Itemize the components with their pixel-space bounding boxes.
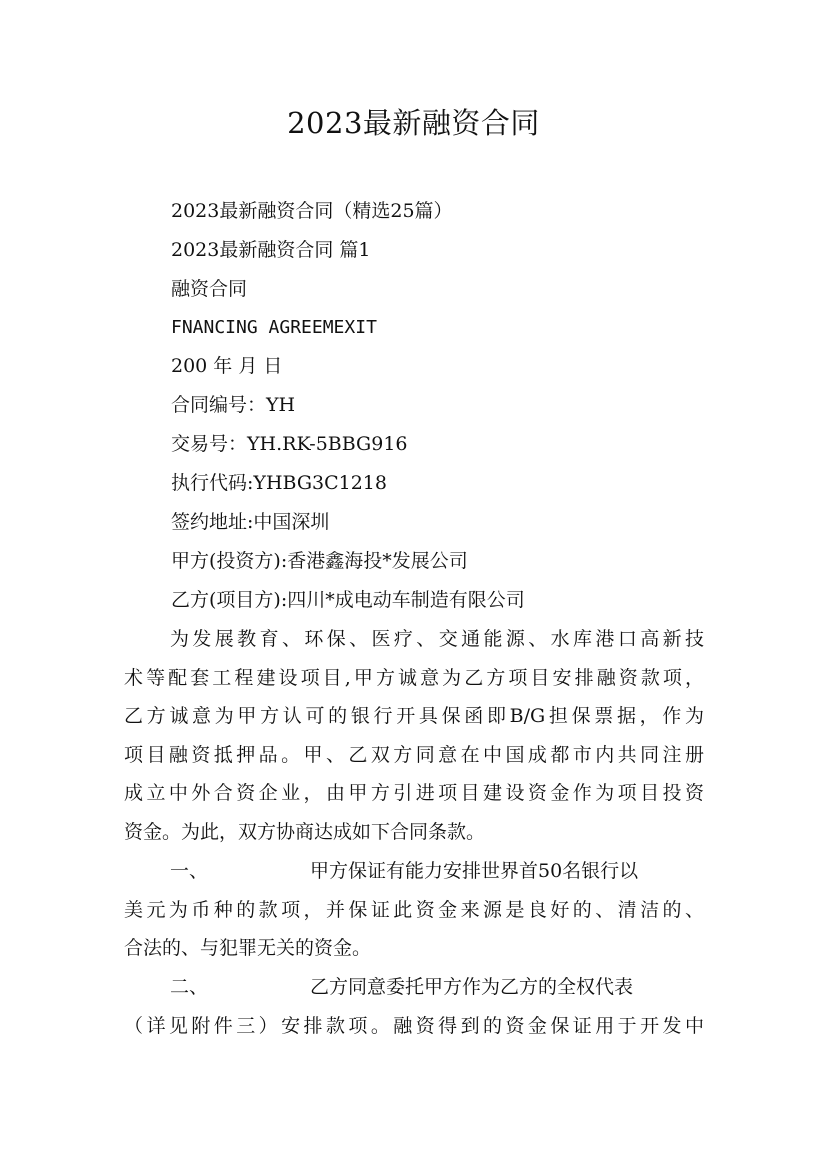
clause-row: 合法的、与犯罪无关的资金。	[124, 937, 372, 959]
intro-row: 为发展教育、环保、医疗、交通能源、水库港口高新技	[170, 628, 704, 650]
intro-row: 乙方诚意为甲方认可的银行开具保函即B/G担保票据，作为	[124, 705, 704, 727]
contract-number: 合同编号：YH	[171, 394, 296, 416]
clause-row: 美元为币种的款项，并保证此资金来源是良好的、清洁的、	[124, 898, 704, 921]
intro-row: 资金。为此，双方协商达成如下合同条款。	[124, 820, 486, 843]
contract-name-cn: 融资合同	[171, 278, 248, 300]
clause-row	[124, 852, 704, 891]
transaction-number: 交易号：YH.RK-5BBG916	[171, 433, 408, 455]
intro-row: 成立中外合资企业，由甲方引进项目建设资金作为项目投资	[124, 782, 704, 804]
contract-date: 200 年 月 日	[171, 355, 283, 377]
section-heading: 2023最新融资合同 篇1	[171, 239, 371, 261]
contract-name-en: FNANCING AGREEMEXIT	[171, 317, 377, 338]
intro-row: 术等配套工程建设项目,甲方诚意为乙方项目安排融资款项，	[124, 666, 704, 689]
execution-code: 执行代码:YHBG3C1218	[171, 472, 387, 494]
clause-number: 一、	[170, 860, 209, 882]
intro-paragraph	[124, 620, 704, 851]
clause-text: 甲方保证有能力安排世界首50名银行以	[310, 860, 639, 882]
subtitle-line: 2023最新融资合同（精选25篇）	[171, 200, 453, 222]
clause-row: （详见附件三）安排款项。融资得到的资金保证用于开发中	[124, 1014, 704, 1037]
intro-row: 项目融资抵押品。甲、乙双方同意在中国成都市内共同注册	[124, 743, 704, 766]
clause-number: 二、	[170, 976, 209, 998]
signing-address: 签约地址:中国深圳	[171, 511, 330, 533]
party-a: 甲方(投资方):香港鑫海投*发展公司	[171, 550, 468, 572]
clause-row	[124, 968, 704, 1007]
clause-text: 乙方同意委托甲方作为乙方的全权代表	[310, 976, 634, 998]
clause-2	[124, 968, 704, 1045]
document-title: 2023最新融资合同	[287, 106, 540, 140]
clause-1	[124, 852, 704, 968]
party-b: 乙方(项目方):四川*成电动车制造有限公司	[171, 589, 525, 611]
